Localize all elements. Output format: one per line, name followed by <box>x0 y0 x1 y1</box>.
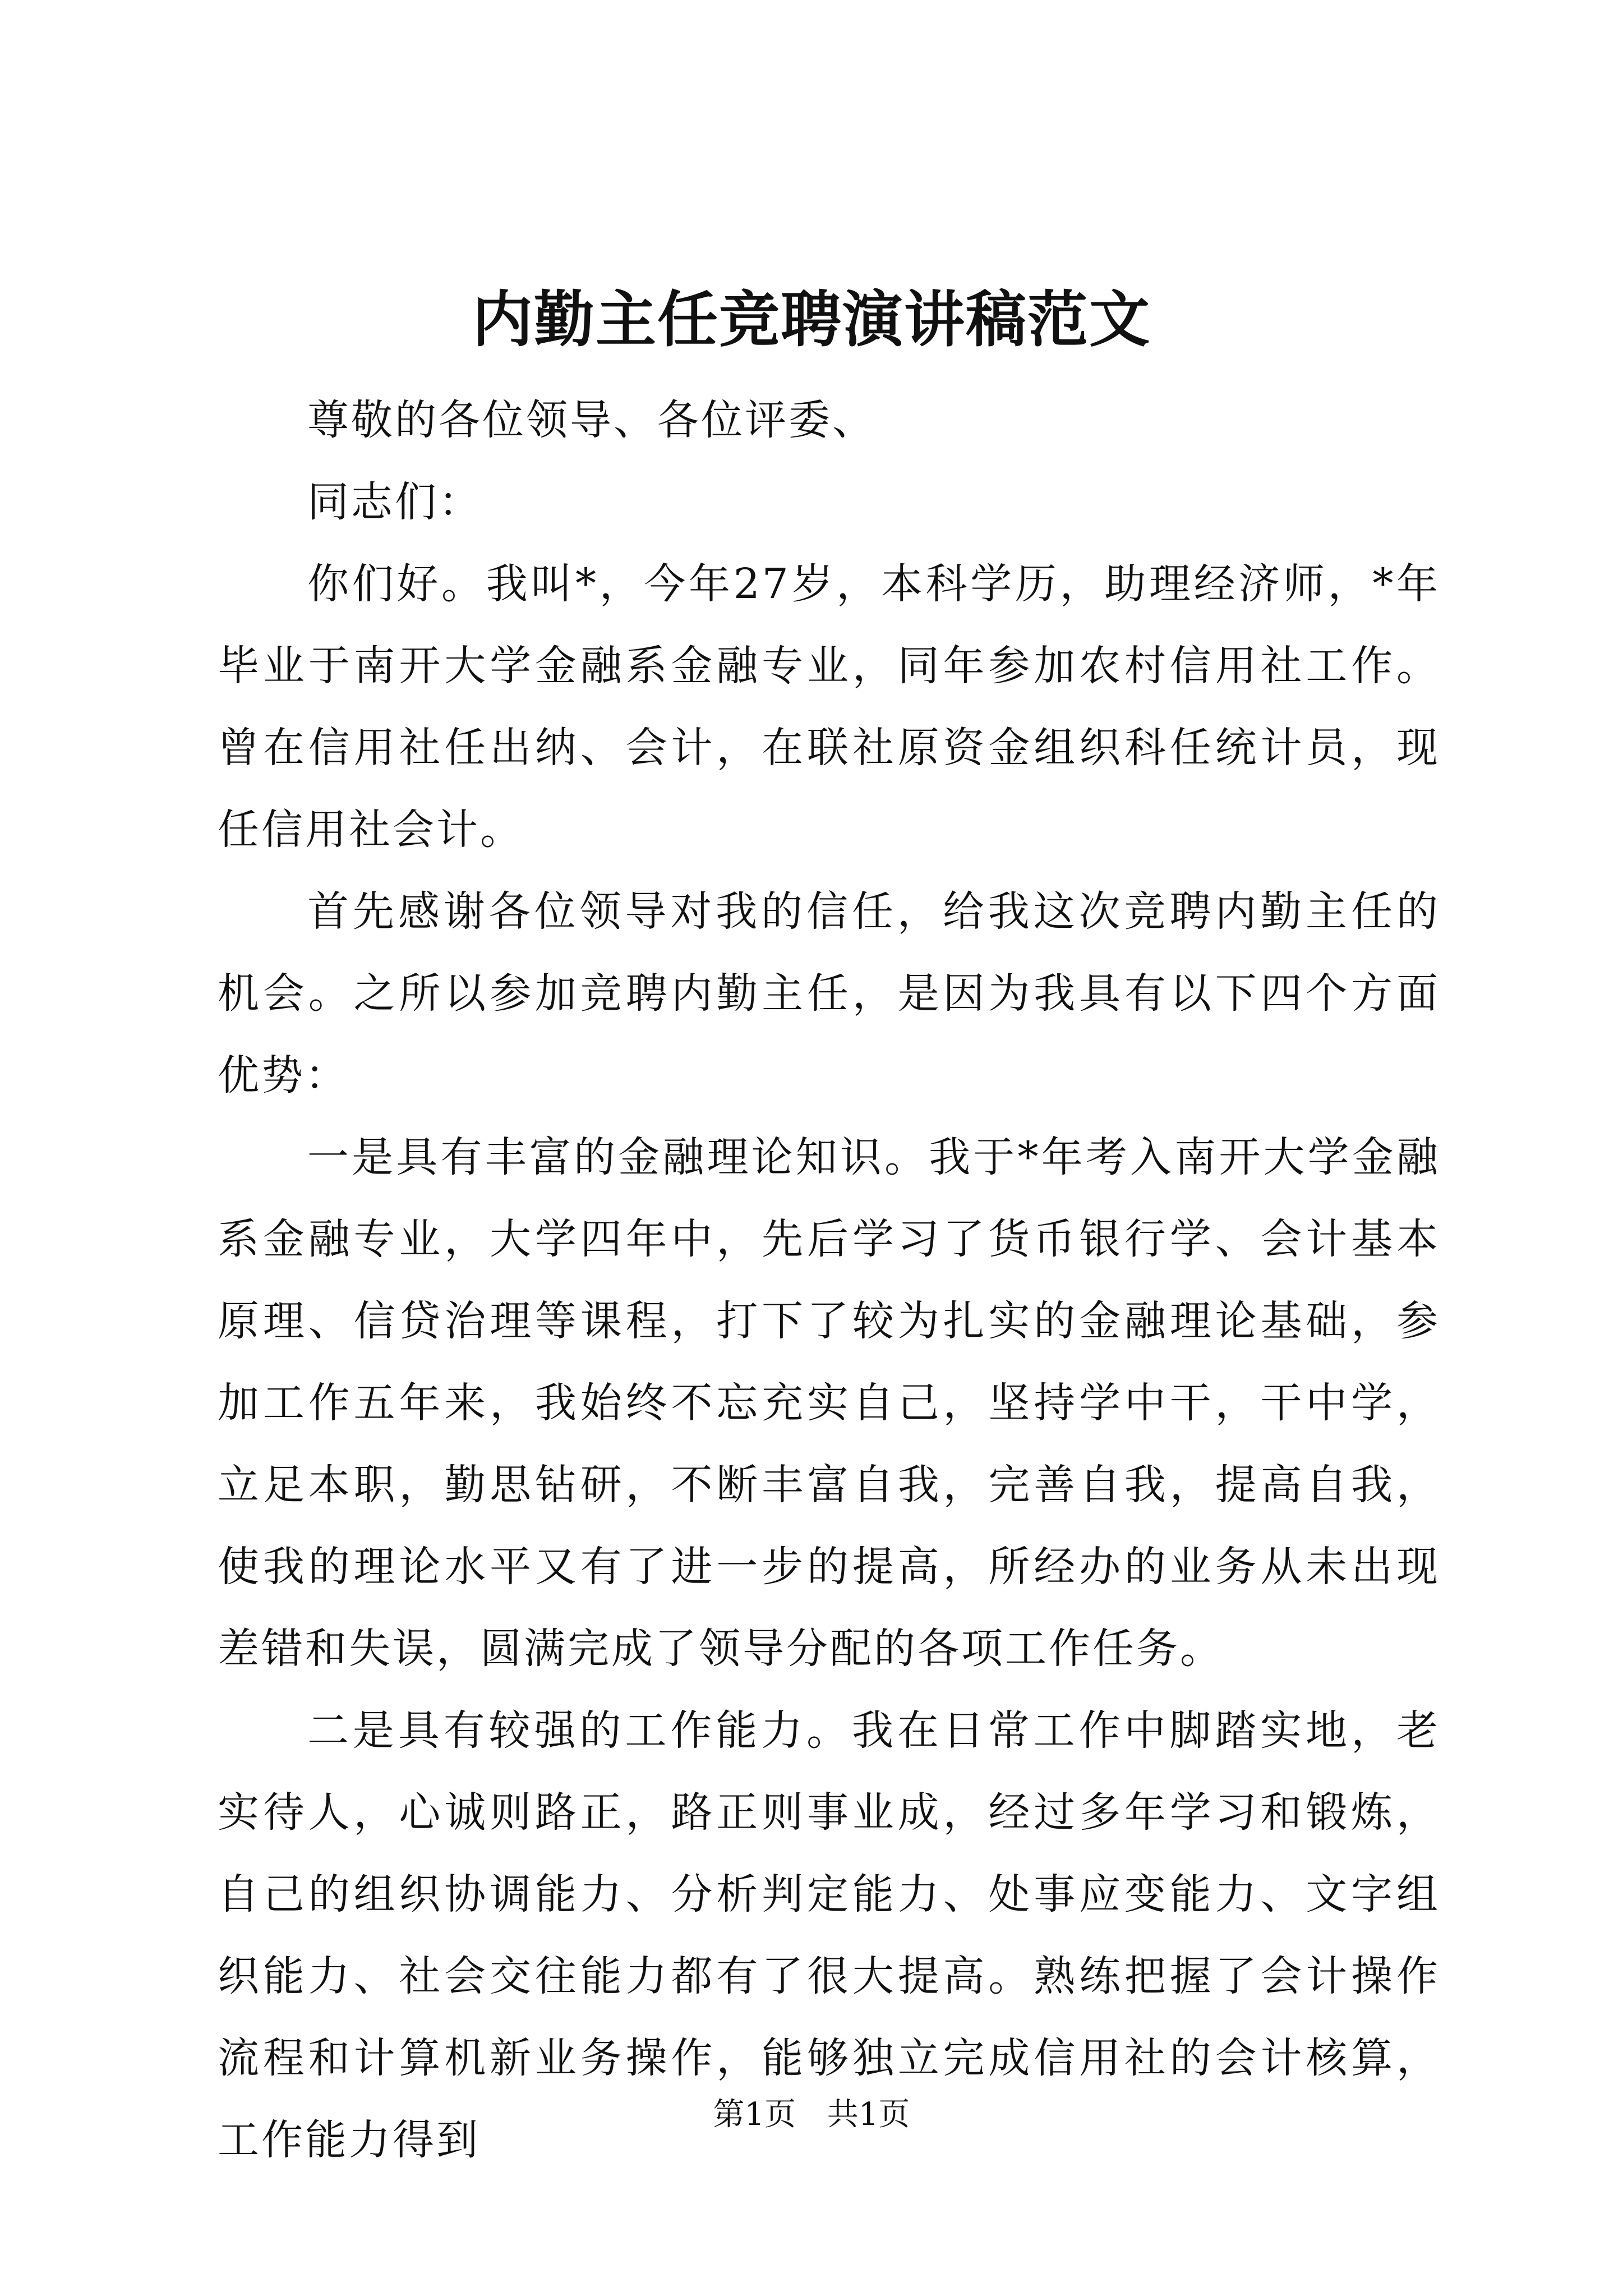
document-title: 内勤主任竞聘演讲稿范文 <box>472 284 1151 355</box>
paragraph-advantage-one: 一是具有丰富的金融理论知识。我于*年考入南开大学金融系金融专业，大学四年中，先后学习了货币银行学、会计基本原理、信贷治理等课程，打下了较为扎实的金融理论基础，参加工作五年来，我始终不忘充实自己，坚持学中干，干中学，立足本职，勤思钻研，不断丰富自我，完善自我，提高自我，使我的理论水平又有了进一步的提高，所经办的业务从未出现差错和失误，圆满完成了领导分配的各项工作任务。 <box>218 1133 1440 1673</box>
paragraph-greeting: 同志们： <box>307 478 482 526</box>
paragraph-thanks: 首先感谢各位领导对我的信任，给我这次竞聘内勤主任的机会。之所以参加竞聘内勤主任，是因为我具有以下四个方面优势： <box>218 887 1440 1099</box>
page-footer <box>0 2092 1623 2137</box>
page-number: 第1页 <box>713 2096 796 2133</box>
paragraph-introduction: 你们好。我叫*，今年27岁，本科学历，助理经济师，*年毕业于南开大学金融系金融专业，同年参加农村信用社工作。曾在信用社任出纳、会计，在联社原资金组织科任统计员，现任信用社会计。 <box>218 560 1440 854</box>
paragraph-advantage-two: 二是具有较强的工作能力。我在日常工作中脚踏实地，老实待人，心诚则路正，路正则事业成，经过多年学习和锻炼，自己的组织协调能力、分析判定能力、处事应变能力、文字组织能力、社会交往能力都有了很大提高。熟练把握了会计操作流程和计算机新业务操作，能够独立完成信用社的会计核算，工作能力得到 <box>218 1706 1440 2164</box>
document-body <box>218 379 1440 2181</box>
page-total: 共1页 <box>827 2096 910 2133</box>
paragraph-salutation: 尊敬的各位领导、各位评委、 <box>307 396 876 444</box>
